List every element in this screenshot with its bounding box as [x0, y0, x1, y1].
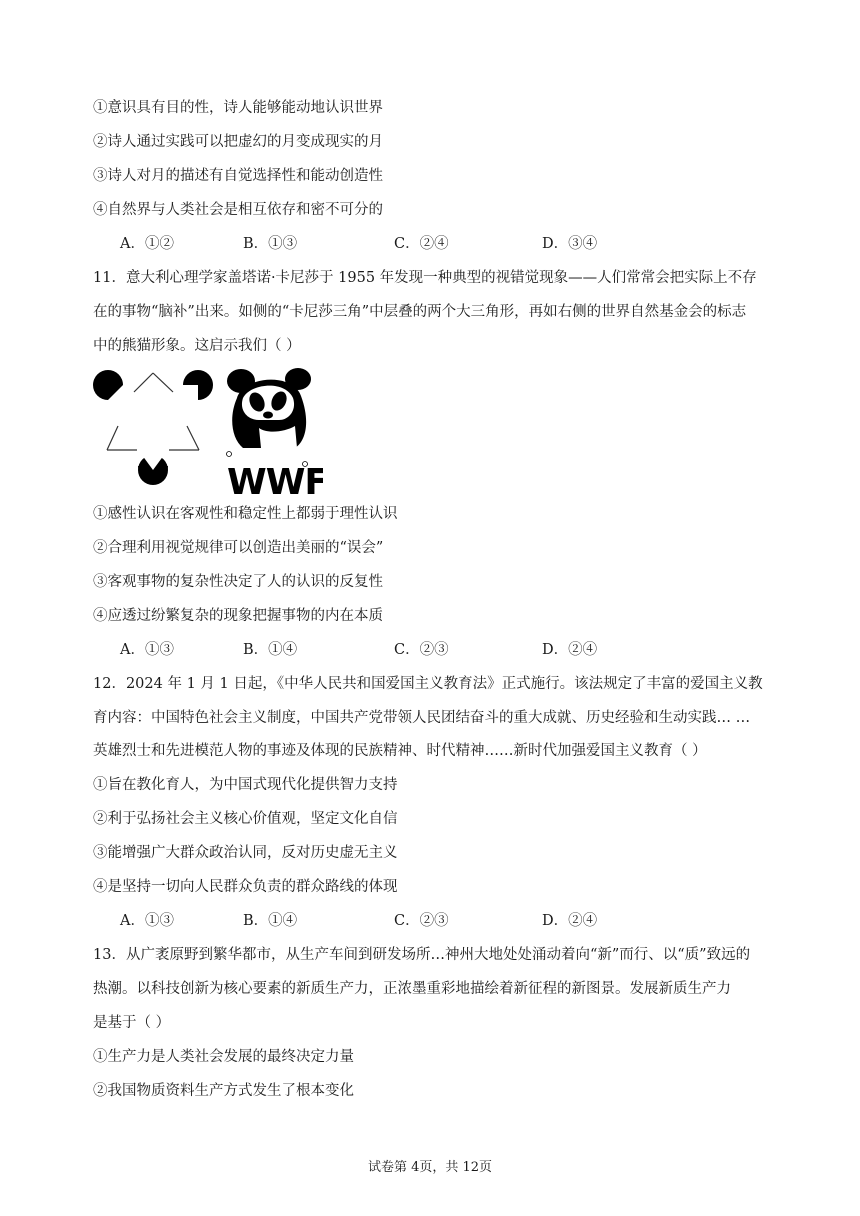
- q12-stem-line-2: 育内容：中国特色社会主义制度，中国共产党带领人民团结奋斗的重大成就、历史经验和生动实践… …: [93, 710, 751, 726]
- q11-statement-3: ③客观事物的复杂性决定了人的认识的反复性: [93, 574, 383, 590]
- q11-option-c: C．②③: [394, 642, 449, 658]
- q10-statement-1: ①意识具有目的性，诗人能够能动地认识世界: [93, 100, 383, 116]
- q12-statement-1: ①旨在教化育人，为中国式现代化提供智力支持: [93, 777, 398, 793]
- q11-stem-line-1: 11．意大利心理学家盖塔诺·卡尼莎于 1955 年发现一种典型的视错觉现象——人们常常会把实际上不存: [93, 270, 757, 286]
- q12-option-a: A．①③: [120, 913, 174, 929]
- wwf-logo-text: WWF: [227, 462, 323, 498]
- q13-stem-line-3: 是基于（ ）: [93, 1015, 171, 1031]
- q13-statement-1: ①生产力是人类社会发展的最终决定力量: [93, 1049, 354, 1065]
- q13-statement-2: ②我国物质资料生产方式发生了根本变化: [93, 1083, 354, 1099]
- q12-statement-2: ②利于弘扬社会主义核心价值观，坚定文化自信: [93, 811, 398, 827]
- q12-stem-line-3: 英雄烈士和先进模范人物的事迹及体现的民族精神、时代精神……新时代加强爱国主义教育（ ）: [93, 743, 707, 759]
- q10-option-d: D．③④: [542, 236, 598, 252]
- q11-option-b: B．①④: [243, 642, 298, 658]
- q12-option-c: C．②③: [394, 913, 449, 929]
- q11-option-d: D．②④: [542, 642, 598, 658]
- q12-option-d: D．②④: [542, 913, 598, 929]
- q12-stem-line-1: 12．2024 年 1 月 1 日起，《中华人民共和国爱国主义教育法》正式施行。该法规定了丰富的爱国主义教: [93, 676, 763, 692]
- q12-statement-3: ③能增强广大群众政治认同，反对历史虚无主义: [93, 845, 398, 861]
- q10-option-b: B．①③: [243, 236, 298, 252]
- kanizsa-triangle-figure: [93, 368, 323, 498]
- q10-statement-4: ④自然界与人类社会是相互依存和密不可分的: [93, 202, 383, 218]
- q11-statement-2: ②合理利用视觉规律可以创造出美丽的“误会”: [93, 540, 384, 556]
- q12-option-b: B．①④: [243, 913, 298, 929]
- q11-option-a: A．①③: [120, 642, 174, 658]
- q12-statement-4: ④是坚持一切向人民群众负责的群众路线的体现: [93, 879, 398, 895]
- q11-stem-line-2: 在的事物“脑补”出来。如侧的“卡尼莎三角”中层叠的两个大三角形，再如右侧的世界自然基金会的标志: [93, 304, 747, 320]
- q10-option-c: C．②④: [394, 236, 449, 252]
- q13-stem-line-2: 热潮。以科技创新为核心要素的新质生产力，正浓墨重彩地描绘着新征程的新图景。发展新质生产力: [93, 981, 731, 997]
- q10-statement-2: ②诗人通过实践可以把虚幻的月变成现实的月: [93, 134, 383, 150]
- q13-stem-line-1: 13．从广袤原野到繁华都市，从生产车间到研发场所…神州大地处处涌动着向“新”而行、以“质”致远的: [93, 947, 751, 963]
- q11-statement-4: ④应透过纷繁复杂的现象把握事物的内在本质: [93, 608, 383, 624]
- q10-statement-3: ③诗人对月的描述有自觉选择性和能动创造性: [93, 168, 383, 184]
- page-footer: 试卷第 4页，共 12页: [367, 1160, 493, 1175]
- q10-option-a: A．①②: [120, 236, 174, 252]
- q11-stem-line-3: 中的熊猫形象。这启示我们（ ）: [93, 338, 301, 354]
- q11-figure: [93, 368, 323, 498]
- q11-statement-1: ①感性认识在客观性和稳定性上都弱于理性认识: [93, 506, 398, 522]
